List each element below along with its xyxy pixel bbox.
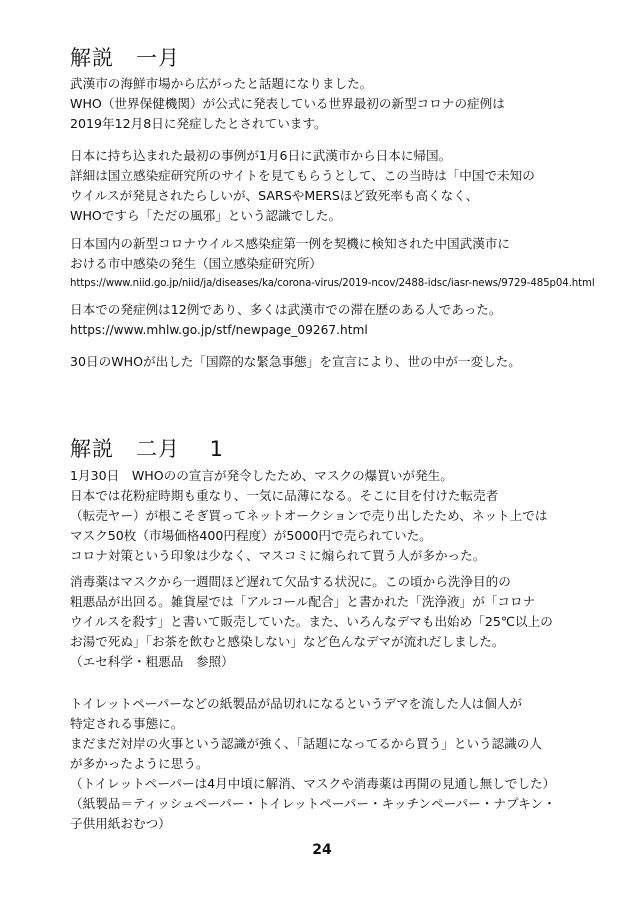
text-line: ウイルスを殺す」と書いて販売していた。また、いろんなデマも出始め「25℃以上の [70,614,553,629]
text-line: が多かったように思う。 [70,756,209,771]
text-line: 日本に持ち込まれた最初の事例が1月6日に武漢市から日本に帰国。 [70,148,452,163]
text-line: （紙製品＝ティッシュペーパー・トイレットペーパー・キッチンペーパー・ナプキン・ [70,796,556,811]
text-line: 日本では花粉症時期も重なり、一気に品薄になる。そこに目を付けた転売者 [70,488,499,503]
reference-url: https://www.mhlw.go.jp/stf/newpage_09267.html [70,323,368,337]
text-line: トイレットペーパーなどの紙製品が品切れになるというデマを流した人は個人が [70,696,522,711]
section-heading-february: 解説 二月 1 [70,437,225,461]
text-line: 日本国内の新型コロナウイルス感染症第一例を契機に検知された中国武漢市に [70,236,511,251]
text-line: ウイルスが発見されたらしいが、SARSやMERSほど致死率も高くなく、 [70,188,479,203]
text-line: お湯で死ぬ」「お茶を飲むと感染しない」など色んなデマが流れだしました。 [70,634,505,649]
paragraph-niid-report [70,234,630,294]
paragraph-mask-panic [70,466,630,566]
text-line: （転売ヤー）が根こそぎ買ってネットオークションで売り出したため、ネット上では [70,508,548,523]
paragraph-first-japan-case [70,146,630,226]
text-line: 日本での発症例は12例であり、多くは武漢市での滞在歴のある人であった。 [70,302,502,317]
text-line: 2019年12月8日に発症したとされています。 [70,116,327,131]
text-line: 子供用紙おむつ） [70,816,171,831]
page-number: 24 [312,842,332,858]
text-line: 武漢市の海鮮市場から広がったと話題になりました。 [70,76,373,91]
text-line: WHOですら「ただの風邪」という認識でした。 [70,208,342,223]
text-line: （トイレットペーパーは4月中頃に解消、マスクや消毒薬は再開の見通し無しでした） [70,776,556,791]
text-line: WHO（世界保健機関）が公式に発表している世界最初の新型コロナの症例は [70,96,505,111]
text-line: 30日のWHOが出した「国際的な緊急事態」を宣言により、世の中が一変した。 [70,354,521,369]
paragraph-paper-shortage [70,694,630,834]
text-line: まだまだ対岸の火事という認識が強く、「話題になってるから買う」という認識の人 [70,736,543,751]
text-line: 1月30日 WHOのの宣言が発令したため、マスクの爆買いが発生。 [70,468,453,483]
text-line: 詳細は国立感染症研究所のサイトを見てもらうとして、この当時は「中国で未知の [70,168,535,183]
reference-url: https://www.niid.go.jp/niid/ja/diseases/ka/corona-virus/2019-ncov/2488-idsc/iasr-news/9729-485p04.html [70,278,595,289]
text-line: 消毒薬はマスクから一週間ほど遅れて欠品する状況に。この頃から洗浄目的の [70,574,511,589]
text-line: マスク50枚（市場価格400円程度）が5000円で売られていた。 [70,528,432,543]
text-line: 特定される事態に。 [70,716,184,731]
text-line: （エセ科学・粗悪品 参照） [70,654,234,669]
paragraph-japan-case-count [70,300,630,340]
text-line: コロナ対策という印象は少なく、マスコミに煽られて買う人が多かった。 [70,548,486,563]
text-line: おける市中感染の発生（国立感染症研究所） [70,256,322,271]
paragraph-who-emergency [70,352,630,372]
paragraph-disinfectant-rumors [70,572,630,672]
text-line: 粗悪品が出回る。雑貨屋では「アルコール配合」と書かれた「洗浄液」が「コロナ [70,594,536,609]
paragraph-wuhan-origin [70,74,630,134]
section-heading-january: 解説 一月 [70,46,180,70]
